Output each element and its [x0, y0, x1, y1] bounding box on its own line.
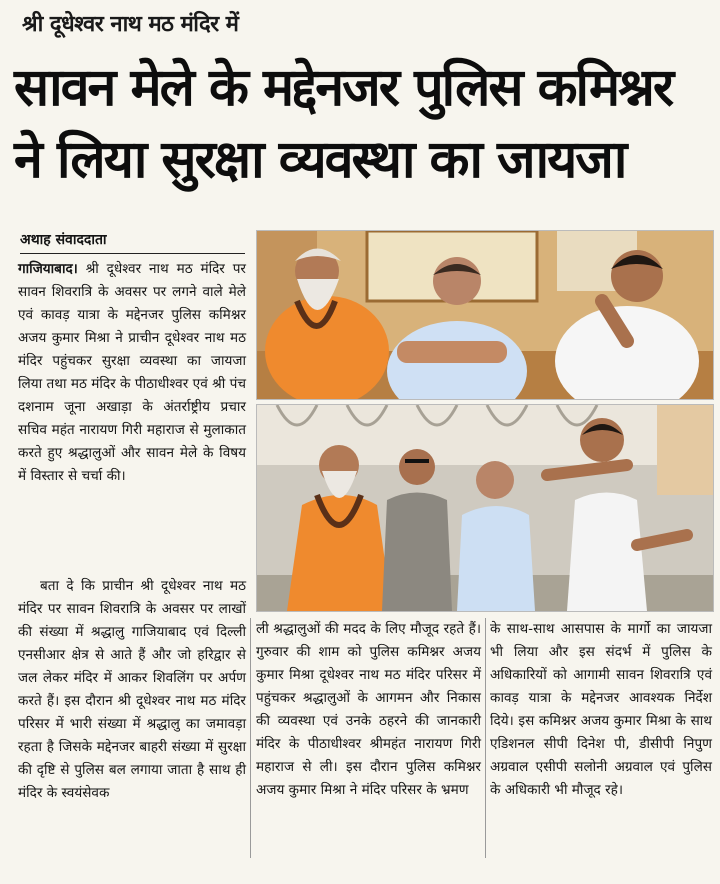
kicker-line: श्री दूधेश्वर नाथ मठ मंदिर में [22, 12, 239, 37]
photo-meeting [256, 230, 714, 400]
article-column-2 [256, 618, 481, 802]
photo-temple-visit [256, 404, 714, 612]
article-paragraph-3: ली श्रद्धालुओं की मदद के लिए मौजूद रहते हैं। गुरुवार की शाम को पुलिस कमिश्नर अजय कुमार मिश्रा दूधेश्वर नाथ मठ मंदिर परिसर में पहुंचकर श्रद्धालुओं के आगमन और निकास की व्यवस्था एवं उनके ठहरने की जानकारी मंदिर के पीठाधीश्वर श्रीमहंत नारायण गिरी महाराज से ली। इस दौरान पुलिस कमिश्नर अजय कुमार मिश्रा ने मंदिर परिसर के भ्रमण [256, 621, 481, 798]
headline: सावन मेले के मद्देनजर पुलिस कमिश्नर ने लिया सुरक्षा व्यवस्था का जायजा [14, 58, 673, 190]
column-rule-1 [250, 618, 251, 858]
article-paragraph-4: के साथ-साथ आसपास के मार्गो का जायजा भी लिया और इस संदर्भ में पुलिस के अधिकारियों को आगामी सावन शिवरात्रि एवं कावड़ यात्रा के मद्देनजर आवश्यक निर्देश दिये। इस कमिश्नर अजय कुमार मिश्रा के साथ एडिशनल सीपी दिनेश पी, डीसीपी निपुण अग्रवाल एसीपी सलोनी अग्रवाल एवं पुलिस के अधिकारी भी मौजूद रहे। [490, 621, 712, 798]
article-paragraph-1: श्री दूधेश्वर नाथ मठ मंदिर पर सावन शिवरात्रि के अवसर पर लगने वाले मेले एवं कावड़ यात्रा के मद्देनजर पुलिस कमिश्नर अजय कुमार मिश्रा ने प्राचीन दूधेश्वर नाथ मठ मंदिर पहुंचकर सुरक्षा व्यवस्था का जायजा लिया तथा मठ मंदिर के पीठाधीश्वर एवं श्री पंच दशनाम जूना अखाड़ा के अंतर्राष्ट्रीय प्रचार सचिव महंत नारायण गिरी महाराज से मुलाकात करते हुए श्रद्धालुओं और सावन मेले के विषय में विस्तार से चर्चा की। [18, 261, 246, 484]
dateline: गाजियाबाद। [18, 261, 78, 277]
byline: अथाह संवाददाता [20, 230, 245, 254]
bottom-cropped-strip [0, 866, 720, 884]
photo-temple-illustration [257, 405, 713, 611]
article-column-1-top [18, 258, 246, 488]
article-column-1-bottom [18, 575, 246, 805]
photo-meeting-illustration [257, 231, 713, 399]
column-rule-2 [485, 618, 486, 858]
article-column-3 [490, 618, 712, 802]
article-paragraph-2: बता दे कि प्राचीन श्री दूधेश्वर नाथ मठ मंदिर पर सावन शिवरात्रि के अवसर पर लाखों की संख्या में श्रद्धालु गाजियाबाद एवं दिल्ली एनसीआर क्षेत्र से आते हैं और जो हरिद्वार से जल लेकर मंदिर में आकर शिवलिंग पर अर्पण करते हैं। इस दौरान श्री दूधेश्वर नाथ मठ मंदिर परिसर में भारी संख्या में श्रद्धालु का जमावड़ा रहता है जिसके मद्देनजर बाहरी संख्या में सुरक्षा की दृष्टि से पुलिस बल लगाया जाता है साथ ही मंदिर के स्वयंसेवक [18, 578, 246, 801]
